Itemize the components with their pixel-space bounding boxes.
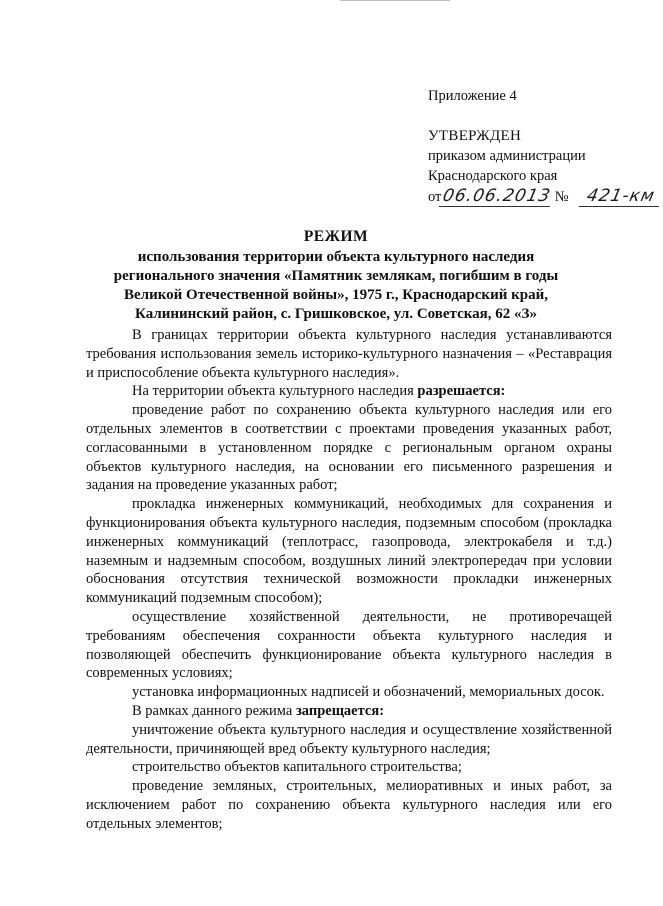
approval-date-line xyxy=(428,186,660,207)
paragraph: строительство объектов капитального строительства; xyxy=(132,759,462,776)
scan-edge-line xyxy=(340,0,450,1)
document-body xyxy=(86,326,612,834)
document-heading xyxy=(86,227,586,324)
handwritten-number: 421-км xyxy=(578,186,662,207)
approval-line-1: приказом администрации xyxy=(428,148,586,164)
date-prefix: от xyxy=(428,189,442,205)
paragraph: установка информационных надписей и обозначений, мемориальных досок. xyxy=(132,684,605,701)
paragraph: уничтожение объекта культурного наследия и осуществление хозяйственной деятельности, причиняющей вред объекту культурного наследия; xyxy=(86,721,612,757)
permitted-label: разрешается: xyxy=(417,383,506,400)
number-sign: № xyxy=(554,189,569,205)
paragraph: проведение земляных, строительных, мелиоративных и иных работ, за исключением работ по сохранению объекта культурного наследия или его отдельных элементов; xyxy=(86,778,612,832)
paragraph: В границах территории объекта культурного наследия устанавливаются требования использования земель историко-культурного назначения – «Реставрация и приспособление объекта культурного наследия». xyxy=(86,327,612,381)
heading-line-1: использования территории объекта культурного наследия xyxy=(137,249,535,265)
heading-title: РЕЖИМ xyxy=(303,228,369,245)
paragraph-text: В рамках данного режима xyxy=(132,702,296,719)
paragraph-text: На территории объекта культурного наследия xyxy=(132,383,418,400)
handwritten-date: 06.06.2013 xyxy=(439,186,555,207)
approval-line-2: Краснодарского края xyxy=(428,168,558,184)
paragraph-prohibited-intro xyxy=(86,702,612,721)
paragraph: проведение работ по сохранению объекта культурного наследия или его отдельных элементов в соответствии с проектами проведения указанных работ, согласованными в установленном порядке с региональным органом охраны объектов культурного наследия, на основании его письменного разрешения и задания на проведение указанных работ; xyxy=(86,402,612,494)
appendix-label: Приложение 4 xyxy=(428,88,517,104)
prohibited-label: запрещается: xyxy=(295,702,385,719)
approved-label: УТВЕРЖДЕН xyxy=(428,128,522,144)
approval-block xyxy=(428,86,660,207)
paragraph: осуществление хозяйственной деятельности, не противоречащей требованиям обеспечения сохранности объекта культурного наследия и позволяющей обеспечить функционирование объекта культурного наследия в современных условиях; xyxy=(86,608,612,682)
paragraph: прокладка инженерных коммуникаций, необходимых для сохранения и функционирования объекта культурного наследия, подземным способом (прокладка инженерных коммуникаций (теплотрасс, газопровода, электрокабеля и т.д.) наземным и надземным способом, воздушных линий электропередач при условии обоснования отсутствия технической возможности прокладки инженерных коммуникаций подземным способом); xyxy=(86,496,612,607)
heading-line-4: Калининский район, с. Гришковское, ул. Советская, 62 «З» xyxy=(135,306,537,322)
heading-line-2: регионального значения «Памятник землякам, погибшим в годы xyxy=(113,268,559,284)
paragraph-permitted-intro xyxy=(86,382,612,401)
heading-line-3: Великой Отечественной войны», 1975 г., Краснодарский край, xyxy=(124,287,548,303)
